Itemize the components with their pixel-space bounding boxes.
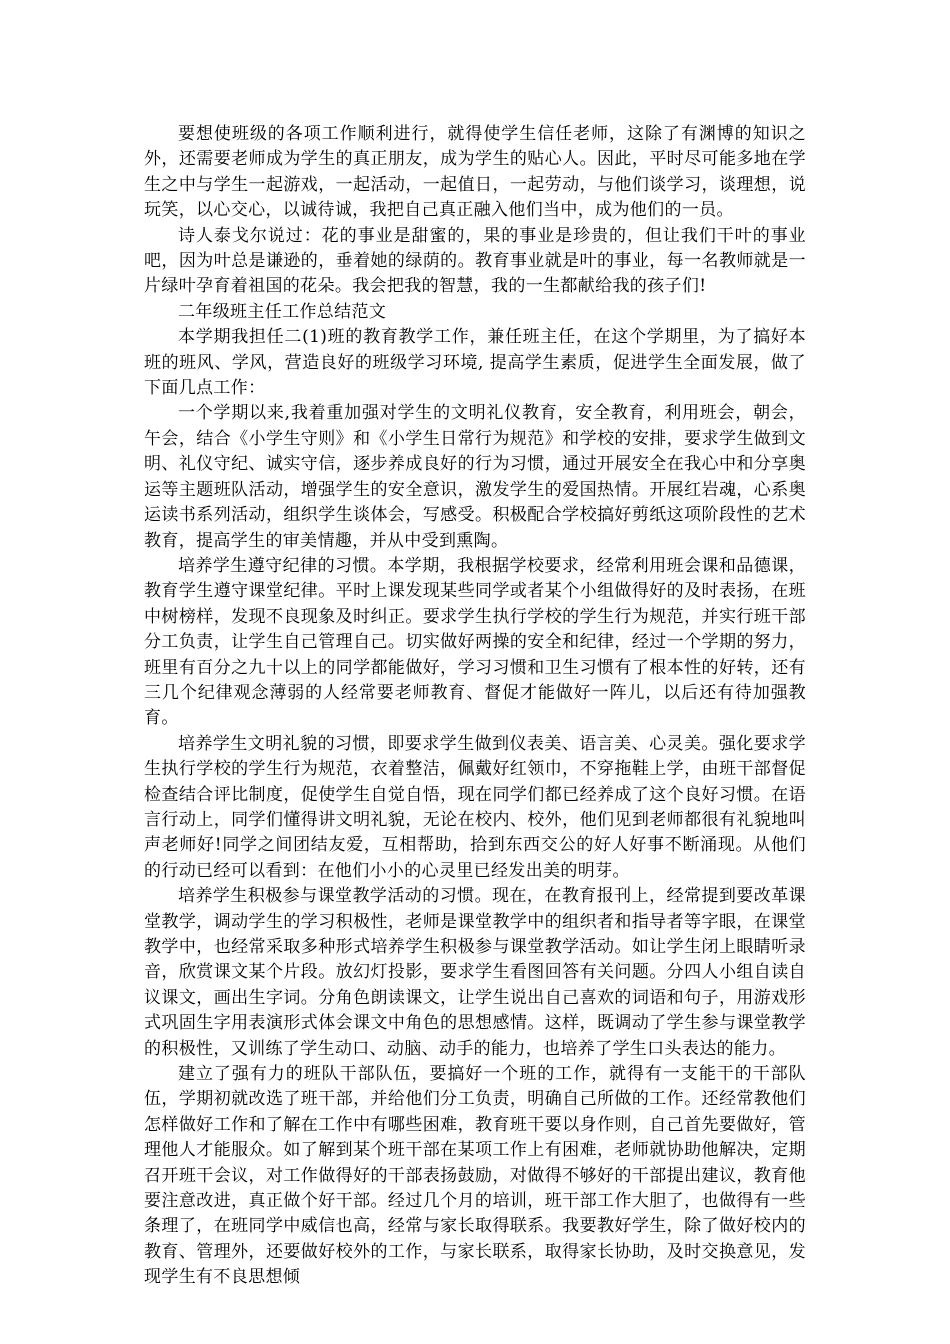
paragraph: 本学期我担任二(1)班的教育教学工作，兼任班主任，在这个学期里，为了搞好本班的班风、学风，营造良好的班级学习环境, 提高学生素质，促进学生全面发展，做了下面几点工作： xyxy=(144,327,806,399)
paragraph: 培养学生遵守纪律的习惯。本学期，我根据学校要求，经常利用班会课和品德课，教育学生遵守课堂纪律。平时上课发现某些同学或者某个小组做得好的及时表扬，在班中树榜样，发现不良现象及时纠正。要求学生执行学校的学生行为规范，并实行班干部分工负责，让学生自己管理自己。切实做好两操的安全和纪律，经过一个学期的努力，班里有百分之九十以上的同学都能做好，学习习惯和卫生习惯有了根本性的好转，还有三几个纪律观念薄弱的人经常要老师教育、督促才能做好一阵儿，以后还有待加强教育。 xyxy=(144,555,806,729)
paragraph: 诗人泰戈尔说过：花的事业是甜蜜的，果的事业是珍贵的，但让我们干叶的事业吧，因为叶总是谦逊的，垂着她的绿荫的。教育事业就是叶的事业，每一名教师就是一片绿叶孕育着祖国的花朵。我会把我的智慧，我的一生都献给我的孩子们! xyxy=(144,225,806,297)
paragraph: 要想使班级的各项工作顺利进行，就得使学生信任老师，这除了有渊博的知识之外，还需要老师成为学生的真正朋友，成为学生的贴心人。因此，平时尽可能多地在学生之中与学生一起游戏，一起活动，一起值日，一起劳动，与他们谈学习，谈理想，说玩笑，以心交心，以诚待诚，我把自己真正融入他们当中，成为他们的一员。 xyxy=(144,124,806,221)
paragraph: 培养学生积极参与课堂教学活动的习惯。现在，在教育报刊上，经常提到要改革课堂教学，调动学生的学习积极性，老师是课堂教学中的组织者和指导者等字眼，在课堂教学中，也经常采取多种形式培养学生积极参与课堂教学活动。如让学生闭上眼睛听录音，欣赏课文某个片段。放幻灯投影，要求学生看图回答有关问题。分四人小组自读自议课文，画出生字词。分角色朗读课文，让学生说出自己喜欢的词语和句子，用游戏形式巩固生字用表演形式体会课文中角色的思想感情。这样，既调动了学生参与课堂教学的积极性，又训练了学生动口、动脑、动手的能力，也培养了学生口头表达的能力。 xyxy=(144,886,806,1059)
document-body xyxy=(144,122,806,1291)
paragraph: 建立了强有力的班队干部队伍，要搞好一个班的工作，就得有一支能干的干部队伍，学期初就改选了班干部，并给他们分工负责，明确自己所做的工作。还经常教他们怎样做好工作和了解在工作中有哪些困难，教育班干要以身作则，自己首先要做好，管理他人才能服众。如了解到某个班干部在某项工作上有困难，老师就协助他解决，定期召开班干会议，对工作做得好的干部表扬鼓励，对做得不够好的干部提出建议，教育他要注意改进，真正做个好干部。经过几个月的培训，班干部工作大胆了，也做得有一些条理了，在班同学中威信也高，经常与家长取得联系。我要教好学生，除了做好校内的教育、管理外，还要做好校外的工作，与家长联系，取得家长协助，及时交换意见，发现学生有不良思想倾 xyxy=(144,1064,806,1288)
section-heading: 二年级班主任工作总结范文 xyxy=(178,301,387,322)
paragraph: 培养学生文明礼貌的习惯，即要求学生做到仪表美、语言美、心灵美。强化要求学生执行学校的学生行为规范，衣着整洁，佩戴好红领巾，不穿拖鞋上学，由班干部督促检查结合评比制度，促使学生自觉自悟，现在同学们都已经养成了这个良好习惯。在语言行动上，同学们懂得讲文明礼貌，无论在校内、校外，他们见到老师都很有礼貌地叫声老师好!同学之间团结友爱，互相帮助，拾到东西交公的好人好事不断涌现。从他们的行动已经可以看到：在他们小小的心灵里已经发出美的明芽。 xyxy=(144,733,806,881)
paragraph: 一个学期以来,我着重加强对学生的文明礼仪教育，安全教育，利用班会，朝会，午会，结合《小学生守则》和《小学生日常行为规范》和学校的安排，要求学生做到文明、礼仪守纪、诚实守信，逐步养成良好的行为习惯，通过开展安全在我心中和分享奥运等主题班队活动，增强学生的安全意识，激发学生的爱国热情。开展红岩魂，心系奥运读书系列活动，组织学生谈体会，写感受。积极配合学校搞好剪纸这项阶段性的艺术教育，提高学生的审美情趣，并从中受到熏陶。 xyxy=(144,403,806,551)
